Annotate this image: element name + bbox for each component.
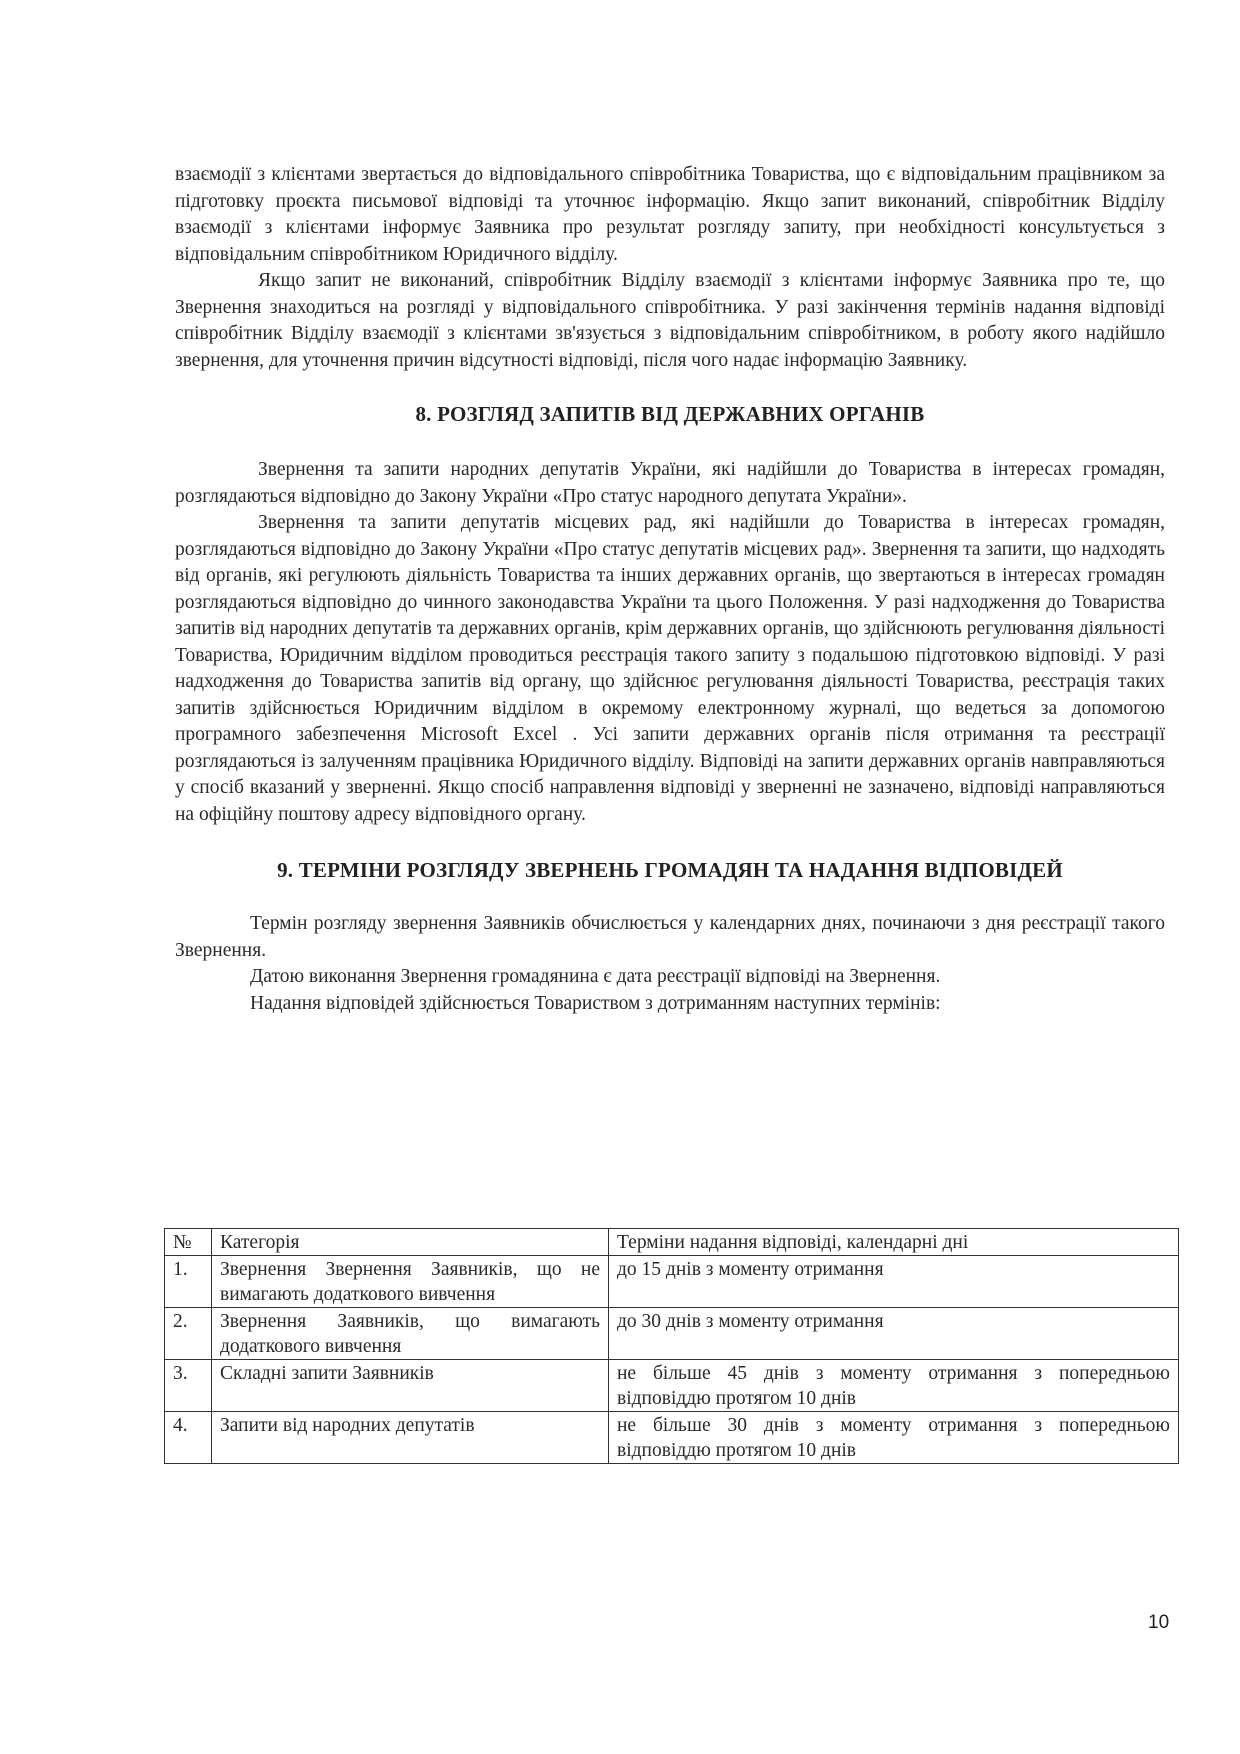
row-term: до 15 днів з моменту отримання — [609, 1256, 1179, 1308]
row-category: Складні запити Заявників — [212, 1360, 609, 1412]
row-number: 1. — [165, 1256, 212, 1308]
paragraph-continuation: взаємодії з клієнтами звертається до відповідального співробітника Товариства, що є відповідальним працівником за підготовку проєкта письмової відповіді та уточнює інформацію. Якщо запит виконаний, співробітник Відділу взаємодії з клієнтами інформує Заявника про результат розгляду запиту, при необхідності консультується з відповідальним співробітником Юридичного відділу. — [175, 164, 1165, 265]
section-9-paragraph-3: Надання відповідей здійснюється Товариством з дотриманням наступних термінів: — [250, 992, 941, 1014]
section-9-paragraph-1: Термін розгляду звернення Заявників обчислюється у календарних днях, починаючи з дня реєстрації такого Звернення. — [175, 913, 1165, 961]
table-row — [165, 1256, 1179, 1308]
section-8-paragraph-2: Звернення та запити депутатів місцевих рад, які надійшли до Товариства в інтересах громадян, розглядаються відповідно до Закону України «Про статус депутатів місцевих рад». Звернення та запити, що надходять від органів, які регулюють діяльність Товариства та інших державних органів, що звертаються в інтересах громадян розглядаються відповідно до чинного законодавства України та цього Положення. У разі надходження до Товариства запитів від народних депутатів та державних органів, крім державних органів, що здійснюють регулювання діяльності Товариства, Юридичним відділом проводиться реєстрація такого запиту з подальшою підготовкою відповіді. У разі надходження до Товариства запитів від органу, що здійснює регулювання діяльності Товариства, реєстрація таких запитів здійснюється Юридичним відділом в окремому електронному журналі, що ведеться за допомогою програмного забезпечення Microsoft Excel . Усі запити державних органів після отримання та реєстрації розглядаються із залученням працівника Юридичного відділу. Відповіді на запити державних органів навправляються у спосіб вказаний у зверненні. Якщо спосіб направлення відповіді у зверненні не зазначено, відповіді направляються на офіційну поштову адресу відповідного органу. — [175, 512, 1165, 825]
row-number: 2. — [165, 1308, 212, 1360]
row-number: 3. — [165, 1360, 212, 1412]
section-9-heading: 9. ТЕРМІНИ РОЗГЛЯДУ ЗВЕРНЕНЬ ГРОМАДЯН ТА НАДАННЯ ВІДПОВІДЕЙ — [277, 858, 1063, 882]
header-category: Категорія — [212, 1229, 609, 1256]
table-row — [165, 1308, 1179, 1360]
section-9-paragraph-2: Датою виконання Звернення громадянина є дата реєстрації відповіді на Звернення. — [250, 966, 941, 987]
row-number: 4. — [165, 1412, 212, 1464]
row-category: Звернення Заявників, що вимагають додаткового вивчення — [212, 1308, 609, 1360]
response-terms-table — [164, 1228, 1179, 1464]
page-number: 10 — [1148, 1612, 1170, 1633]
table-header-row — [165, 1229, 1179, 1256]
document-page — [175, 162, 1165, 1017]
row-category: Запити від народних депутатів — [212, 1412, 609, 1464]
header-terms: Терміни надання відповіді, календарні дні — [609, 1229, 1179, 1256]
row-term: не більше 30 днів з моменту отримання з попередньою відповіддю протягом 10 днів — [609, 1412, 1179, 1464]
section-8-paragraph-1: Звернення та запити народних депутатів України, які надійшли до Товариства в інтересах громадян, розглядаються відповідно до Закону України «Про статус народного депутата України». — [175, 459, 1165, 507]
row-term: до 30 днів з моменту отримання — [609, 1308, 1179, 1360]
section-8-heading: 8. РОЗГЛЯД ЗАПИТІВ ВІД ДЕРЖАВНИХ ОРГАНІВ — [415, 402, 925, 426]
row-category: Звернення Звернення Заявників, що не вимагають додаткового вивчення — [212, 1256, 609, 1308]
header-number: № — [165, 1229, 212, 1256]
row-term: не більше 45 днів з моменту отримання з попередньою відповіддю протягом 10 днів — [609, 1360, 1179, 1412]
table-row — [165, 1412, 1179, 1464]
paragraph-not-executed: Якщо запит не виконаний, співробітник Відділу взаємодії з клієнтами інформує Заявника про те, що Звернення знаходиться на розгляді у відповідального співробітника. У разі закінчення термінів надання відповіді співробітник Відділу взаємодії з клієнтами зв'язується з відповідальним співробітником, в роботу якого надійшло звернення, для уточнення причин відсутності відповіді, після чого надає інформацію Заявнику. — [175, 270, 1165, 371]
table-row — [165, 1360, 1179, 1412]
